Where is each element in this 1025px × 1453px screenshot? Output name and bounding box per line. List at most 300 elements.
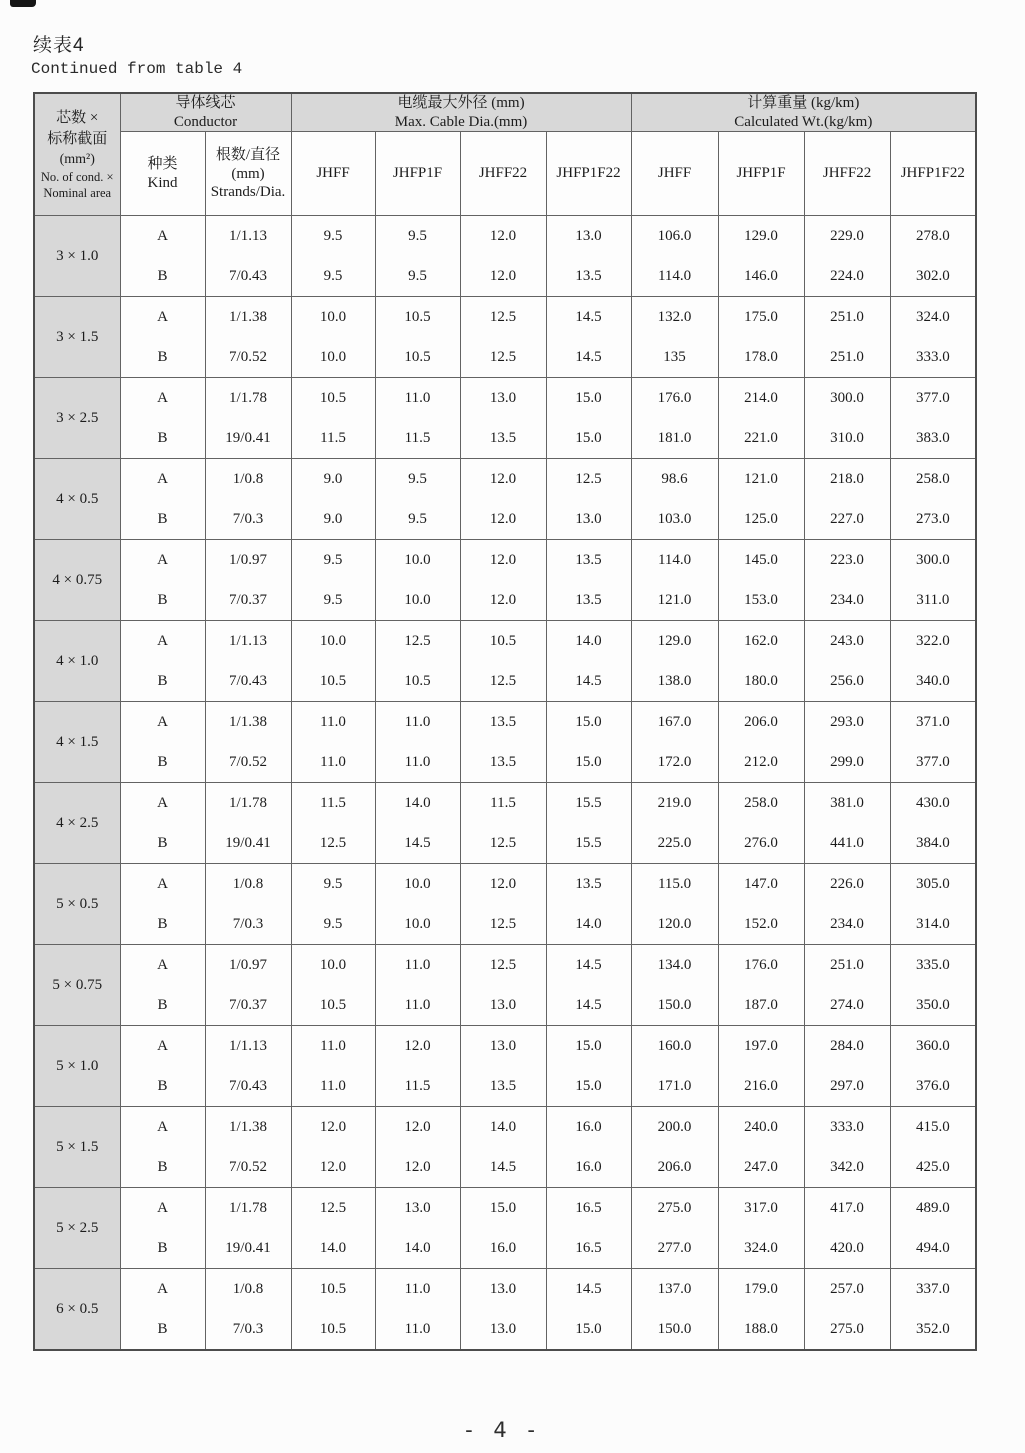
- cell-kind: [120, 297, 205, 378]
- value-a: 11.0: [404, 1281, 431, 1297]
- cell-dia-jhff: [291, 702, 375, 783]
- cell-dia-jhfp1f22: [546, 783, 631, 864]
- cell-wt-jhff22: [804, 459, 890, 540]
- value-b: 227.0: [830, 511, 864, 527]
- cell-wt-jhff22: [804, 945, 890, 1026]
- kind-b: B: [157, 349, 168, 365]
- value-b: 15.5: [575, 835, 602, 851]
- value-a: 10.5: [404, 309, 431, 325]
- value-b: 9.5: [323, 268, 343, 284]
- value-b: 10.5: [319, 1321, 347, 1337]
- kind-b: B: [157, 592, 168, 608]
- cell-wt-jhff: [631, 1107, 718, 1188]
- value-b: 494.0: [915, 1240, 950, 1256]
- value-a: 197.0: [744, 1038, 778, 1054]
- kind-a: A: [157, 390, 168, 406]
- strands-a: 1/1.38: [229, 714, 267, 730]
- cable-spec-table: [33, 92, 977, 1351]
- strands-a: 1/0.97: [229, 957, 267, 973]
- value-b: 138.0: [657, 673, 692, 689]
- value-b: 150.0: [657, 997, 692, 1013]
- cell-wt-jhfp1f: [718, 297, 804, 378]
- value-a: 11.0: [320, 714, 346, 730]
- cell-wt-jhff: [631, 1188, 718, 1269]
- value-b: 224.0: [830, 268, 864, 284]
- value-a: 121.0: [744, 471, 778, 487]
- value-b: 9.5: [323, 592, 343, 608]
- value-b: 216.0: [744, 1078, 778, 1094]
- cell-dia-jhff22: [460, 540, 546, 621]
- value-a: 160.0: [657, 1038, 692, 1054]
- value-a: 337.0: [915, 1281, 950, 1297]
- value-b: 14.0: [404, 1240, 431, 1256]
- table-row: [34, 459, 976, 540]
- value-b: 14.5: [404, 835, 431, 851]
- value-a: 15.0: [575, 390, 602, 406]
- value-b: 377.0: [915, 754, 950, 770]
- value-b: 13.5: [489, 430, 517, 446]
- header-line: No. of cond. ×: [40, 170, 114, 184]
- value-a: 12.0: [319, 1119, 347, 1135]
- value-b: 152.0: [744, 916, 778, 932]
- strands-a: 1/1.13: [229, 1038, 267, 1054]
- value-a: 381.0: [830, 795, 864, 811]
- value-a: 9.5: [323, 552, 343, 568]
- cell-kind: [120, 864, 205, 945]
- size-label: 4 × 0.75: [52, 571, 103, 588]
- cell-dia-jhff: [291, 783, 375, 864]
- table-row: [34, 378, 976, 459]
- value-b: 420.0: [830, 1240, 864, 1256]
- value-b: 352.0: [915, 1321, 950, 1337]
- value-b: 234.0: [830, 916, 864, 932]
- value-a: 106.0: [657, 228, 692, 244]
- table-row: [34, 1269, 976, 1351]
- size-label: 5 × 1.0: [56, 1057, 99, 1074]
- strands-a: 1/1.38: [229, 1119, 267, 1135]
- value-a: 377.0: [915, 390, 950, 406]
- cell-kind: [120, 621, 205, 702]
- value-a: 11.0: [404, 957, 431, 973]
- value-a: 12.0: [404, 1119, 431, 1135]
- value-a: 371.0: [915, 714, 950, 730]
- cell-size: [34, 1026, 120, 1107]
- value-b: 299.0: [830, 754, 864, 770]
- kind-a: A: [157, 1038, 168, 1054]
- value-b: 10.0: [319, 349, 347, 365]
- value-a: 258.0: [915, 471, 950, 487]
- kind-b: B: [157, 511, 168, 527]
- value-a: 175.0: [744, 309, 778, 325]
- value-b: 15.0: [575, 1078, 602, 1094]
- value-b: 11.0: [320, 1078, 346, 1094]
- value-a: 15.5: [575, 795, 602, 811]
- cell-size: [34, 1107, 120, 1188]
- size-label: 6 × 0.5: [56, 1300, 99, 1317]
- value-a: 200.0: [657, 1119, 692, 1135]
- value-a: 324.0: [915, 309, 950, 325]
- page-title-en: Continued from table 4: [31, 60, 243, 78]
- value-b: 11.5: [320, 430, 346, 446]
- value-b: 13.5: [489, 1078, 517, 1094]
- cell-strands: [205, 459, 291, 540]
- cell-dia-jhfp1f22: [546, 540, 631, 621]
- value-a: 14.5: [575, 1281, 602, 1297]
- value-a: 13.0: [489, 1038, 517, 1054]
- kind-a: A: [157, 309, 168, 325]
- value-b: 11.0: [320, 754, 346, 770]
- cell-dia-jhff22: [460, 1188, 546, 1269]
- strands-b: 7/0.43: [229, 1078, 267, 1094]
- size-label: 3 × 1.5: [56, 328, 99, 345]
- cell-dia-jhfp1f22: [546, 702, 631, 783]
- table-row: [34, 297, 976, 378]
- header-max-dia-group: [291, 93, 631, 132]
- value-a: 14.0: [489, 1119, 517, 1135]
- value-b: 247.0: [744, 1159, 778, 1175]
- value-a: 179.0: [744, 1281, 778, 1297]
- value-b: 10.5: [404, 349, 431, 365]
- cell-wt-jhfp1f: [718, 459, 804, 540]
- value-a: 162.0: [744, 633, 778, 649]
- cell-dia-jhfp1f: [375, 1107, 460, 1188]
- cell-dia-jhff22: [460, 297, 546, 378]
- cell-dia-jhfp1f22: [546, 1269, 631, 1351]
- value-a: 223.0: [830, 552, 864, 568]
- header-strands-zh: 根数/直径: [215, 147, 281, 163]
- header-max-dia-en: Max. Cable Dia.(mm): [394, 114, 528, 130]
- strands-a: 1/0.97: [229, 552, 267, 568]
- value-b: 13.0: [575, 511, 602, 527]
- value-a: 14.0: [575, 633, 602, 649]
- value-a: 240.0: [744, 1119, 778, 1135]
- cell-wt-jhfp1f22: [890, 1188, 976, 1269]
- value-a: 11.5: [490, 795, 516, 811]
- kind-b: B: [157, 1078, 168, 1094]
- value-b: 16.5: [575, 1240, 602, 1256]
- value-a: 13.0: [489, 390, 517, 406]
- value-a: 417.0: [830, 1200, 864, 1216]
- table-row: [34, 1107, 976, 1188]
- table-row: [34, 945, 976, 1026]
- value-b: 12.0: [319, 1159, 347, 1175]
- kind-a: A: [157, 633, 168, 649]
- value-a: 15.0: [575, 1038, 602, 1054]
- value-a: 11.0: [404, 390, 431, 406]
- table-row: [34, 783, 976, 864]
- cell-kind: [120, 1107, 205, 1188]
- value-b: 188.0: [744, 1321, 778, 1337]
- header-calc-wt-group: [631, 93, 976, 132]
- header-kind: [120, 132, 205, 216]
- cell-wt-jhff22: [804, 1026, 890, 1107]
- header-conductor-group: [120, 93, 291, 132]
- cell-wt-jhff22: [804, 297, 890, 378]
- cell-dia-jhfp1f: [375, 216, 460, 297]
- value-b: 12.0: [404, 1159, 431, 1175]
- value-b: 251.0: [830, 349, 864, 365]
- value-b: 274.0: [830, 997, 864, 1013]
- value-a: 13.0: [489, 1281, 517, 1297]
- value-a: 10.0: [319, 633, 347, 649]
- value-b: 14.0: [319, 1240, 347, 1256]
- value-b: 16.0: [489, 1240, 517, 1256]
- strands-b: 7/0.3: [232, 916, 264, 932]
- kind-a: A: [157, 471, 168, 487]
- value-a: 489.0: [915, 1200, 950, 1216]
- strands-a: 1/1.78: [229, 795, 267, 811]
- cell-size: [34, 864, 120, 945]
- value-a: 12.5: [404, 633, 431, 649]
- value-a: 10.5: [319, 1281, 347, 1297]
- kind-b: B: [157, 1240, 168, 1256]
- value-b: 121.0: [657, 592, 692, 608]
- strands-a: 1/1.38: [229, 309, 267, 325]
- page-number: - 4 -: [465, 1418, 535, 1442]
- value-b: 13.0: [489, 1321, 517, 1337]
- page-title-zh: 续表4: [33, 35, 85, 56]
- cell-wt-jhfp1f: [718, 702, 804, 783]
- kind-b: B: [157, 673, 168, 689]
- value-b: 314.0: [915, 916, 950, 932]
- value-a: 10.0: [319, 309, 347, 325]
- value-a: 11.0: [320, 1038, 346, 1054]
- cell-wt-jhfp1f22: [890, 1026, 976, 1107]
- cell-wt-jhfp1f: [718, 864, 804, 945]
- size-label: 4 × 0.5: [56, 490, 99, 507]
- size-label: 4 × 1.0: [56, 652, 99, 669]
- strands-a: 1/1.78: [229, 1200, 267, 1216]
- cell-wt-jhfp1f22: [890, 297, 976, 378]
- value-b: 276.0: [744, 835, 778, 851]
- cell-wt-jhfp1f22: [890, 1269, 976, 1351]
- strands-a: 1/0.8: [232, 876, 264, 892]
- table-row: [34, 702, 976, 783]
- header-model-jhff22-wt: JHFF22: [804, 132, 890, 216]
- cell-wt-jhff: [631, 621, 718, 702]
- value-b: 206.0: [657, 1159, 692, 1175]
- value-b: 9.5: [323, 916, 343, 932]
- value-b: 12.5: [319, 835, 347, 851]
- cell-dia-jhff22: [460, 1026, 546, 1107]
- kind-a: A: [157, 714, 168, 730]
- value-b: 10.5: [319, 673, 347, 689]
- value-a: 13.5: [575, 552, 602, 568]
- value-b: 15.0: [575, 754, 602, 770]
- value-a: 12.5: [575, 471, 602, 487]
- value-a: 219.0: [657, 795, 692, 811]
- strands-a: 1/0.8: [232, 471, 264, 487]
- strands-a: 1/1.13: [229, 633, 267, 649]
- kind-a: A: [157, 228, 168, 244]
- value-a: 115.0: [657, 876, 692, 892]
- table-row: [34, 1026, 976, 1107]
- cell-wt-jhfp1f22: [890, 459, 976, 540]
- cell-strands: [205, 945, 291, 1026]
- table-row: [34, 621, 976, 702]
- header-group-row: [34, 93, 976, 132]
- value-b: 384.0: [915, 835, 950, 851]
- value-b: 13.5: [575, 592, 602, 608]
- value-b: 311.0: [916, 592, 950, 608]
- strands-b: 19/0.41: [225, 1240, 271, 1256]
- cell-strands: [205, 540, 291, 621]
- value-b: 13.0: [489, 997, 517, 1013]
- cell-wt-jhff: [631, 702, 718, 783]
- value-a: 206.0: [744, 714, 778, 730]
- value-b: 172.0: [657, 754, 692, 770]
- cell-wt-jhff: [631, 540, 718, 621]
- cell-dia-jhfp1f: [375, 1269, 460, 1351]
- cell-wt-jhfp1f22: [890, 783, 976, 864]
- value-a: 16.5: [575, 1200, 602, 1216]
- value-a: 335.0: [915, 957, 950, 973]
- cell-dia-jhfp1f: [375, 945, 460, 1026]
- kind-a: A: [157, 1281, 168, 1297]
- value-b: 324.0: [744, 1240, 778, 1256]
- cell-dia-jhff: [291, 1188, 375, 1269]
- value-a: 275.0: [657, 1200, 692, 1216]
- cell-dia-jhfp1f22: [546, 297, 631, 378]
- table-header: [34, 93, 976, 216]
- value-b: 9.5: [408, 268, 427, 284]
- cell-strands: [205, 297, 291, 378]
- cell-strands: [205, 783, 291, 864]
- table-row: [34, 540, 976, 621]
- value-a: 333.0: [830, 1119, 864, 1135]
- value-a: 300.0: [915, 552, 950, 568]
- value-b: 13.5: [575, 268, 602, 284]
- cell-dia-jhff: [291, 1026, 375, 1107]
- header-line: 标称截面: [47, 131, 108, 147]
- cell-wt-jhff: [631, 1026, 718, 1107]
- cell-strands: [205, 702, 291, 783]
- value-b: 221.0: [744, 430, 778, 446]
- cell-wt-jhff: [631, 297, 718, 378]
- value-a: 176.0: [657, 390, 692, 406]
- kind-b: B: [157, 268, 168, 284]
- cell-wt-jhff22: [804, 378, 890, 459]
- cell-size: [34, 1188, 120, 1269]
- table-row: [34, 216, 976, 297]
- value-a: 10.0: [404, 552, 431, 568]
- value-a: 15.0: [575, 714, 602, 730]
- value-a: 360.0: [915, 1038, 950, 1054]
- value-a: 251.0: [830, 309, 864, 325]
- cell-wt-jhff: [631, 945, 718, 1026]
- value-b: 13.5: [489, 754, 517, 770]
- value-a: 322.0: [915, 633, 950, 649]
- cell-wt-jhfp1f: [718, 1026, 804, 1107]
- cell-wt-jhff22: [804, 783, 890, 864]
- cell-dia-jhfp1f: [375, 621, 460, 702]
- cell-wt-jhfp1f: [718, 216, 804, 297]
- value-b: 11.0: [404, 997, 431, 1013]
- kind-b: B: [157, 1321, 168, 1337]
- cell-size: [34, 297, 120, 378]
- cell-wt-jhfp1f: [718, 783, 804, 864]
- table-row: [34, 1188, 976, 1269]
- value-a: 9.5: [408, 228, 427, 244]
- value-b: 12.0: [489, 268, 517, 284]
- value-a: 16.0: [575, 1119, 602, 1135]
- value-a: 317.0: [744, 1200, 778, 1216]
- value-b: 12.5: [489, 835, 517, 851]
- header-model-jhff-wt: JHFF: [631, 132, 718, 216]
- value-b: 9.0: [323, 511, 343, 527]
- value-a: 218.0: [830, 471, 864, 487]
- cell-dia-jhff22: [460, 702, 546, 783]
- value-b: 383.0: [915, 430, 950, 446]
- value-a: 12.0: [489, 228, 517, 244]
- cell-size: [34, 378, 120, 459]
- cell-wt-jhff: [631, 1269, 718, 1351]
- value-b: 11.5: [404, 430, 431, 446]
- value-a: 10.0: [319, 957, 347, 973]
- value-b: 340.0: [915, 673, 950, 689]
- cell-dia-jhff: [291, 378, 375, 459]
- cell-size: [34, 621, 120, 702]
- value-a: 226.0: [830, 876, 864, 892]
- cell-dia-jhfp1f22: [546, 1188, 631, 1269]
- scan-artifact: [10, 0, 36, 7]
- value-b: 9.5: [408, 511, 427, 527]
- value-b: 181.0: [657, 430, 692, 446]
- cell-dia-jhff22: [460, 459, 546, 540]
- cell-dia-jhff22: [460, 1269, 546, 1351]
- value-a: 98.6: [661, 471, 688, 487]
- cell-size: [34, 216, 120, 297]
- header-kind-en: Kind: [147, 175, 178, 191]
- cell-wt-jhff22: [804, 540, 890, 621]
- value-a: 145.0: [744, 552, 778, 568]
- cell-strands: [205, 378, 291, 459]
- strands-b: 7/0.52: [229, 1159, 267, 1175]
- cell-wt-jhff: [631, 864, 718, 945]
- value-a: 251.0: [830, 957, 864, 973]
- value-a: 147.0: [744, 876, 778, 892]
- table-row: [34, 864, 976, 945]
- cell-wt-jhff22: [804, 1107, 890, 1188]
- value-a: 13.5: [489, 714, 517, 730]
- cell-wt-jhfp1f: [718, 1269, 804, 1351]
- cell-size: [34, 702, 120, 783]
- header-strands: [205, 132, 291, 216]
- value-b: 135: [663, 349, 686, 365]
- value-a: 300.0: [830, 390, 864, 406]
- value-a: 14.5: [575, 957, 602, 973]
- strands-a: 1/1.78: [229, 390, 267, 406]
- value-a: 9.5: [408, 471, 427, 487]
- header-model-jhfp1f-dia: JHFP1F: [375, 132, 460, 216]
- value-a: 12.0: [489, 471, 517, 487]
- cell-dia-jhfp1f: [375, 378, 460, 459]
- value-b: 10.0: [404, 592, 431, 608]
- cell-kind: [120, 1269, 205, 1351]
- cell-wt-jhfp1f22: [890, 1107, 976, 1188]
- value-b: 146.0: [744, 268, 778, 284]
- value-b: 12.0: [489, 592, 517, 608]
- value-b: 12.5: [489, 349, 517, 365]
- strands-b: 7/0.52: [229, 349, 267, 365]
- cell-wt-jhfp1f22: [890, 540, 976, 621]
- value-a: 13.0: [575, 228, 602, 244]
- value-a: 137.0: [657, 1281, 692, 1297]
- cell-wt-jhff22: [804, 702, 890, 783]
- cell-dia-jhfp1f22: [546, 459, 631, 540]
- value-a: 129.0: [744, 228, 778, 244]
- cell-wt-jhff22: [804, 864, 890, 945]
